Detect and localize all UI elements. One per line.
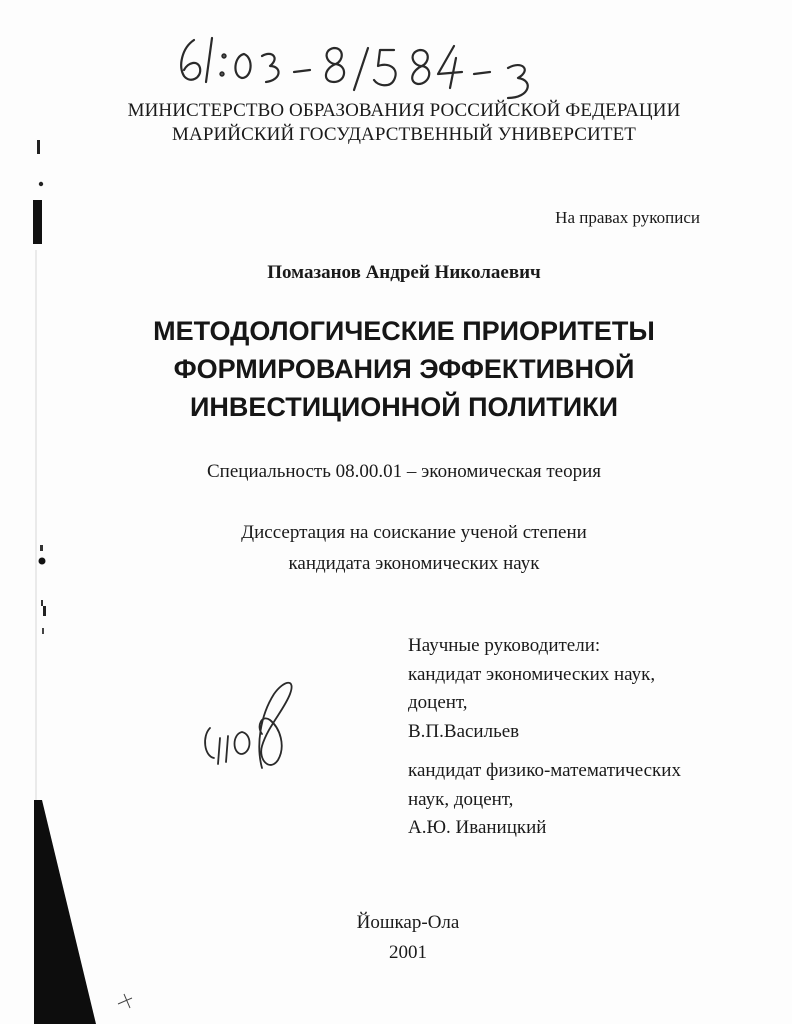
specialty: Специальность 08.00.01 – экономическая теория — [207, 461, 601, 482]
scan-edge-mark — [42, 628, 44, 634]
supervisor-name: В.П.Васильев — [408, 720, 520, 742]
title-line: ИНВЕСТИЦИОННОЙ ПОЛИТИКИ — [189, 392, 619, 422]
handwritten-signature — [196, 676, 306, 786]
dissertation-title — [0, 312, 792, 426]
degree-line: Диссертация на соискание ученой степени — [241, 522, 587, 543]
degree-line: кандидата экономических наук — [288, 553, 540, 574]
scan-edge-mark — [43, 606, 46, 616]
supervisors-block — [408, 632, 681, 843]
supervisors-heading: Научные руководители: — [408, 635, 601, 656]
title-line: ФОРМИРОВАНИЯ ЭФФЕКТИВНОЙ — [173, 354, 635, 384]
city: Йошкар-Ола — [356, 912, 460, 933]
place-and-year — [0, 908, 792, 968]
scan-edge-dot — [39, 182, 43, 186]
scan-edge-mark — [41, 600, 43, 606]
supervisor-degree: кандидат экономических наук, — [408, 663, 656, 685]
title-line: МЕТОДОЛОГИЧЕСКИЕ ПРИОРИТЕТЫ — [153, 316, 655, 346]
scan-edge-bar — [33, 200, 42, 244]
author-name: Помазанов Андрей Николаевич — [267, 262, 541, 283]
handwritten-code-mark — [172, 28, 552, 108]
supervisor-degree: кандидат физико-математических — [408, 760, 681, 781]
supervisor-title: доцент, — [408, 692, 468, 713]
degree-statement — [0, 517, 792, 579]
spacer — [408, 746, 681, 757]
scan-stray-mark — [118, 994, 132, 1008]
university-name: МАРИЙСКИЙ ГОСУДАРСТВЕННЫЙ УНИВЕРСИТЕТ — [172, 124, 636, 145]
supervisor-name: А.Ю. Иваницкий — [408, 817, 547, 838]
year: 2001 — [389, 942, 427, 963]
ministry-name: МИНИСТЕРСТВО ОБРАЗОВАНИЯ РОССИЙСКОЙ ФЕДЕРАЦИИ — [127, 100, 681, 121]
manuscript-rights-note: На правах рукописи — [555, 208, 700, 227]
supervisor-title: наук, доцент, — [408, 788, 514, 810]
